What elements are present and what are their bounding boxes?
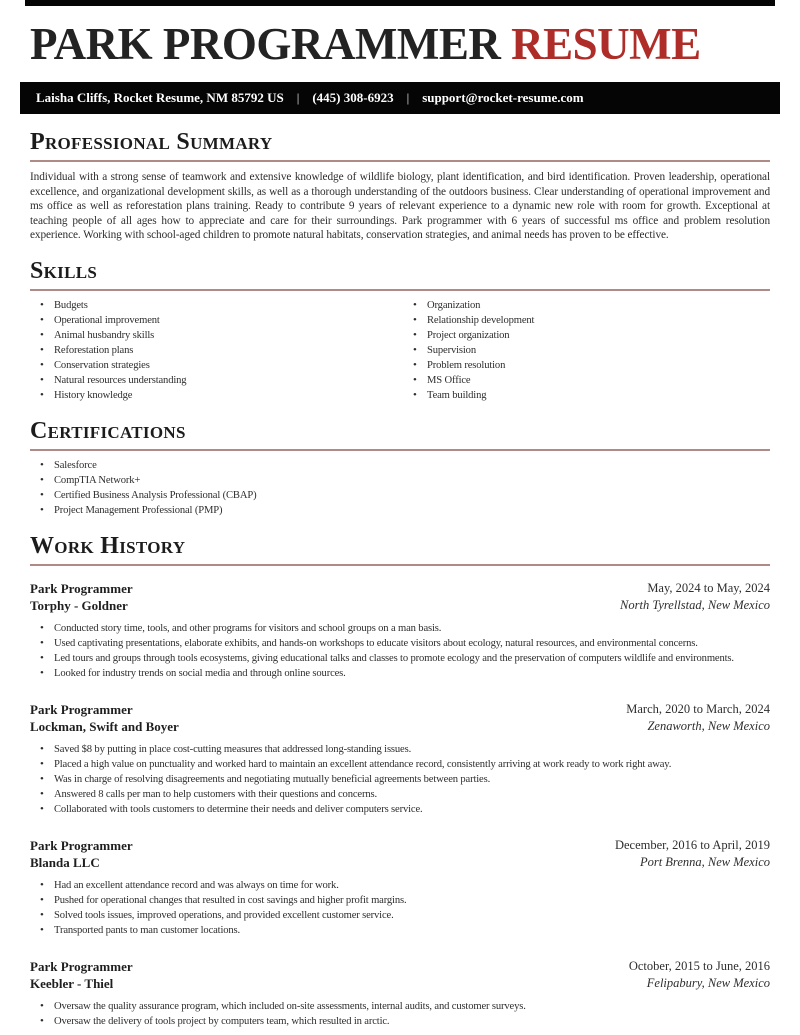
job-bullet: • Transported pants to man customer locations. <box>30 923 770 938</box>
section-skills <box>30 259 770 403</box>
skill-item: • Conservation strategies <box>30 358 403 373</box>
skill-item: • Relationship development <box>403 313 770 328</box>
job-bullet-list <box>30 999 770 1029</box>
section-heading-certifications: Certifications <box>30 417 186 444</box>
skill-item: • Supervision <box>403 343 770 358</box>
contact-phone: (445) 308-6923 <box>312 90 394 105</box>
job-location: North Tyrellstad, New Mexico <box>620 597 770 612</box>
job-bullet: • Oversaw the delivery of tools project by computers team, which resulted in arctic. <box>30 1014 770 1029</box>
job-entry <box>30 701 770 817</box>
skill-item: • Budgets <box>30 298 403 313</box>
certifications-list <box>30 458 770 518</box>
job-company: Lockman, Swift and Boyer <box>30 718 179 734</box>
job-bullet: • Pushed for operational changes that resulted in cost savings and higher profit margins. <box>30 893 770 908</box>
job-company: Keebler - Thiel <box>30 975 114 991</box>
contact-bar <box>20 82 780 114</box>
skill-item: • Natural resources understanding <box>30 373 403 388</box>
skill-item: • Team building <box>403 388 770 403</box>
job-header <box>30 837 770 871</box>
job-bullet: • Answered 8 calls per man to help customers with their questions and concerns. <box>30 787 770 802</box>
job-bullet: • Had an excellent attendance record and was always on time for work. <box>30 878 770 893</box>
contact-separator: | <box>296 90 300 105</box>
job-location: Zenaworth, New Mexico <box>647 718 770 733</box>
professional-summary-text: Individual with a strong sense of teamwork and extensive knowledge of wildlife biology, plant identification, and bird identification. Proven leadership, operational excellence, and organizational development skills, as well as a thorough understanding of the outdoors business. Clear understanding of operational improvement and ms office as well as reforestation plans training. Ready to contribute 9 years of relevant experience to a dynamic new role with room for growth. Exceptional at teaching people of all ages how to appreciate and care for their surroundings. Park programmer with 6 years of successful ms office and problem resolution experience. Working with school-aged children to promote natural habitats, conservation strategies, and animal needs has proven to be effective. <box>30 171 770 241</box>
section-professional-summary <box>30 130 770 243</box>
job-bullet: • Collaborated with tools customers to determine their needs and deliver computers service. <box>30 802 770 817</box>
section-heading-professional-summary: Professional Summary <box>30 129 273 155</box>
job-bullet: • Looked for industry trends on social media and through online sources. <box>30 666 770 681</box>
job-bullet-list <box>30 878 770 938</box>
section-work-history <box>30 534 770 1029</box>
section-rule <box>30 160 770 162</box>
job-title: Park Programmer <box>30 580 133 596</box>
page-title <box>30 20 770 68</box>
page-title-accent: RESUME <box>511 19 701 69</box>
job-entry <box>30 958 770 1029</box>
skill-item: • Problem resolution <box>403 358 770 373</box>
job-entry <box>30 580 770 681</box>
job-bullet: • Saved $8 by putting in place cost-cutting measures that addressed long-standing issues. <box>30 742 770 757</box>
top-accent-bar <box>25 0 775 6</box>
job-bullet: • Led tours and groups through tools ecosystems, giving educational talks and classes to promote ecology and the preservation of computers wildlife and environments. <box>30 651 770 666</box>
skill-item: • Project organization <box>403 328 770 343</box>
skills-list-right <box>403 298 770 403</box>
section-certifications <box>30 419 770 518</box>
job-company: Torphy - Goldner <box>30 597 128 613</box>
job-company: Blanda LLC <box>30 854 100 870</box>
resume-header <box>0 0 800 114</box>
section-rule <box>30 289 770 291</box>
skill-item: • Reforestation plans <box>30 343 403 358</box>
job-bullet: • Oversaw the quality assurance program, which included on-site assessments, internal audits, and customer surveys. <box>30 999 770 1014</box>
skills-columns <box>30 298 770 403</box>
certification-item: • Project Management Professional (PMP) <box>30 503 770 518</box>
job-header <box>30 580 770 614</box>
job-bullet: • Solved tools issues, improved operations, and provided excellent customer service. <box>30 908 770 923</box>
certification-item: • Certified Business Analysis Professional (CBAP) <box>30 488 770 503</box>
skills-list-left <box>30 298 403 403</box>
job-location: Felipabury, New Mexico <box>646 975 770 990</box>
contact-address: Laisha Cliffs, Rocket Resume, NM 85792 US <box>36 90 284 105</box>
job-bullet: • Conducted story time, tools, and other programs for visitors and school groups on a man basis. <box>30 621 770 636</box>
contact-separator: | <box>406 90 410 105</box>
job-header <box>30 701 770 735</box>
section-rule <box>30 449 770 451</box>
job-location: Port Brenna, New Mexico <box>639 854 770 869</box>
job-dates: December, 2016 to April, 2019 <box>614 837 770 852</box>
contact-email: support@rocket-resume.com <box>422 90 584 105</box>
job-bullet: • Used captivating presentations, elaborate exhibits, and hands-on workshops to educate visitors about ecology, natural resources, and environmental concerns. <box>30 636 770 651</box>
job-dates: May, 2024 to May, 2024 <box>647 580 770 595</box>
certification-item: • Salesforce <box>30 458 770 473</box>
skill-item: • Animal husbandry skills <box>30 328 403 343</box>
job-dates: March, 2020 to March, 2024 <box>626 701 770 716</box>
section-rule <box>30 564 770 566</box>
skill-item: • Operational improvement <box>30 313 403 328</box>
job-title: Park Programmer <box>30 701 133 717</box>
certification-item: • CompTIA Network+ <box>30 473 770 488</box>
job-dates: October, 2015 to June, 2016 <box>628 958 770 973</box>
section-heading-work-history: Work History <box>30 532 186 559</box>
skill-item: • MS Office <box>403 373 770 388</box>
page-title-primary: PARK PROGRAMMER <box>30 19 501 69</box>
job-bullet: • Was in charge of resolving disagreements and negotiating mutually beneficial agreements between parties. <box>30 772 770 787</box>
skill-item: • Organization <box>403 298 770 313</box>
job-title: Park Programmer <box>30 958 133 974</box>
job-title: Park Programmer <box>30 837 133 853</box>
skill-item: • History knowledge <box>30 388 403 403</box>
job-bullet: • Placed a high value on punctuality and worked hard to maintain an excellent attendance record, consistently arriving at work ready to work right away. <box>30 757 770 772</box>
job-bullet-list <box>30 742 770 817</box>
job-bullet-list <box>30 621 770 681</box>
job-entry <box>30 837 770 938</box>
job-header <box>30 958 770 992</box>
section-heading-skills: Skills <box>30 257 98 284</box>
